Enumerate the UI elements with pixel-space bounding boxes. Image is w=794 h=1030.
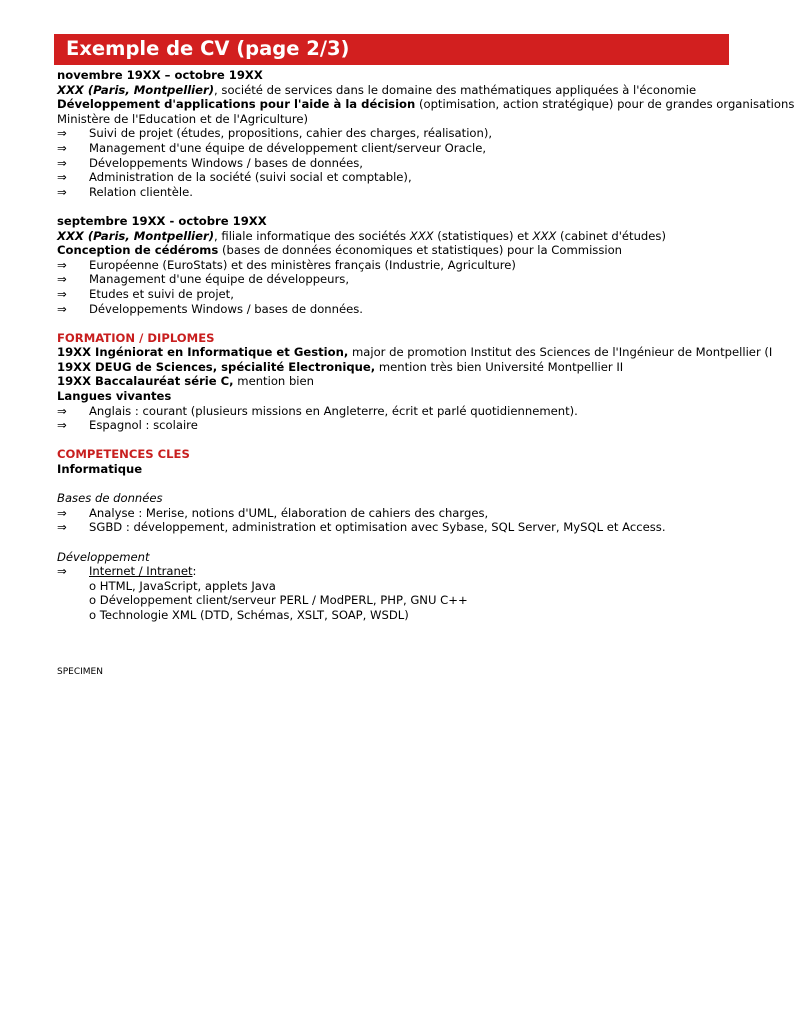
arrow-icon: ⇒ bbox=[57, 286, 67, 301]
job2-company-desc: , filiale informatique des sociétés bbox=[214, 228, 410, 243]
dev-sub-item: o Développement client/serveur PERL / ModPERL, PHP, GNU C++ bbox=[89, 593, 468, 608]
job2-company-desc: (cabinet d'études) bbox=[556, 228, 666, 243]
list-item bbox=[57, 258, 729, 273]
specimen-label: SPECIMEN bbox=[57, 667, 103, 678]
arrow-icon: ⇒ bbox=[57, 418, 67, 433]
job1-company-line bbox=[57, 83, 729, 98]
job2-role: Conception de cédéroms bbox=[57, 243, 219, 258]
cv-content bbox=[57, 68, 794, 678]
arrow-icon: ⇒ bbox=[57, 140, 67, 155]
internet-colon: : bbox=[192, 564, 197, 579]
formation-item-detail: mention très bien Université Montpellier II bbox=[375, 359, 624, 374]
title-banner bbox=[54, 34, 729, 65]
job2-company-x1: XXX bbox=[409, 228, 434, 243]
bullet-text: Administration de la société (suivi social et comptable), bbox=[89, 170, 412, 185]
job2-dates: septembre 19XX - octobre 19XX bbox=[57, 213, 267, 228]
job2-role-line bbox=[57, 243, 729, 258]
job2-role-desc: (bases de données économiques et statistiques) pour la Commission bbox=[218, 243, 623, 258]
job1-role-cont: Ministère de l'Education et de l'Agriculture) bbox=[57, 111, 309, 126]
formation-item-title: 19XX DEUG de Sciences, spécialité Electronique, bbox=[57, 359, 376, 374]
bullet-text: Européenne (EuroStats) et des ministères français (Industrie, Agriculture) bbox=[89, 257, 516, 272]
internet-label: Internet / Intranet bbox=[89, 564, 193, 579]
list-item bbox=[57, 287, 729, 302]
competences-subtitle: Informatique bbox=[57, 462, 143, 477]
job1-role-line bbox=[57, 97, 794, 112]
arrow-icon: ⇒ bbox=[57, 272, 67, 287]
bullet-text: Suivi de projet (études, propositions, cahier des charges, réalisation), bbox=[89, 126, 493, 141]
bullet-text: Anglais : courant (plusieurs missions en Angleterre, écrit et parlé quotidiennement). bbox=[89, 403, 578, 418]
dev-sub-item: o Technologie XML (DTD, Schémas, XSLT, SOAP, WSDL) bbox=[89, 607, 409, 622]
job2-company: XXX (Paris, Montpellier) bbox=[57, 228, 215, 243]
page-title: Exemple de CV (page 2/3) bbox=[66, 37, 350, 60]
job1-dates: novembre 19XX – octobre 19XX bbox=[57, 68, 263, 82]
job1-company-desc: , société de services dans le domaine des mathématiques appliquées à l'économie bbox=[214, 82, 697, 97]
formation-item-title: 19XX Baccalauréat série C, bbox=[57, 374, 234, 389]
arrow-icon: ⇒ bbox=[57, 301, 67, 316]
bdd-title: Bases de données bbox=[57, 491, 163, 506]
list-item bbox=[57, 170, 729, 185]
competences-heading: COMPETENCES CLES bbox=[57, 447, 190, 462]
list-item bbox=[57, 185, 729, 200]
list-item bbox=[57, 302, 729, 317]
list-item bbox=[57, 156, 729, 171]
list-item bbox=[57, 506, 729, 521]
bullet-text: Etudes et suivi de projet, bbox=[89, 286, 234, 301]
job2-company-line bbox=[57, 229, 729, 244]
arrow-icon: ⇒ bbox=[57, 520, 67, 535]
arrow-icon: ⇒ bbox=[57, 155, 67, 170]
list-item bbox=[57, 520, 729, 535]
job1-company: XXX (Paris, Montpellier) bbox=[57, 82, 215, 97]
job1-role-desc: (optimisation, action stratégique) pour de grandes organisations bbox=[415, 97, 794, 112]
bullet-text: Analyse : Merise, notions d'UML, élaboration de cahiers des charges, bbox=[89, 505, 489, 520]
bullet-text: Espagnol : scolaire bbox=[89, 418, 198, 433]
dev-sub-item: o HTML, JavaScript, applets Java bbox=[89, 578, 276, 593]
list-item bbox=[57, 564, 729, 579]
bullet-text: Management d'une équipe de développement client/serveur Oracle, bbox=[89, 140, 487, 155]
formation-item-detail: major de promotion Institut des Sciences de l'Ingénieur de Montpellier (I bbox=[348, 345, 773, 360]
arrow-icon: ⇒ bbox=[57, 403, 67, 418]
dev-title: Développement bbox=[57, 549, 150, 564]
bullet-text: Management d'une équipe de développeurs, bbox=[89, 272, 350, 287]
arrow-icon: ⇒ bbox=[57, 126, 67, 141]
formation-item bbox=[57, 374, 729, 389]
formation-item-title: 19XX Ingéniorat en Informatique et Gestion, bbox=[57, 345, 349, 360]
arrow-icon: ⇒ bbox=[57, 505, 67, 520]
list-item bbox=[57, 404, 729, 419]
list-item bbox=[57, 418, 729, 433]
list-item bbox=[57, 141, 729, 156]
bullet-text: Développements Windows / bases de données, bbox=[89, 155, 363, 170]
job2-company-x2: XXX bbox=[532, 228, 557, 243]
formation-item-detail: mention bien bbox=[233, 374, 315, 389]
list-item bbox=[57, 272, 729, 287]
job2-company-desc: (statistiques) et bbox=[433, 228, 533, 243]
languages-title: Langues vivantes bbox=[57, 389, 172, 404]
arrow-icon: ⇒ bbox=[57, 184, 67, 199]
formation-heading: FORMATION / DIPLOMES bbox=[57, 330, 215, 345]
bullet-text: SGBD : développement, administration et optimisation avec Sybase, SQL Server, MySQL et Access. bbox=[89, 520, 666, 535]
formation-item bbox=[57, 345, 773, 360]
arrow-icon: ⇒ bbox=[57, 170, 67, 185]
arrow-icon: ⇒ bbox=[57, 564, 67, 579]
job1-role: Développement d'applications pour l'aide à la décision bbox=[57, 97, 416, 112]
arrow-icon: ⇒ bbox=[57, 257, 67, 272]
list-item bbox=[57, 126, 729, 141]
formation-item bbox=[57, 360, 729, 375]
bullet-text: Relation clientèle. bbox=[89, 184, 193, 199]
bullet-text: Développements Windows / bases de données. bbox=[89, 301, 363, 316]
